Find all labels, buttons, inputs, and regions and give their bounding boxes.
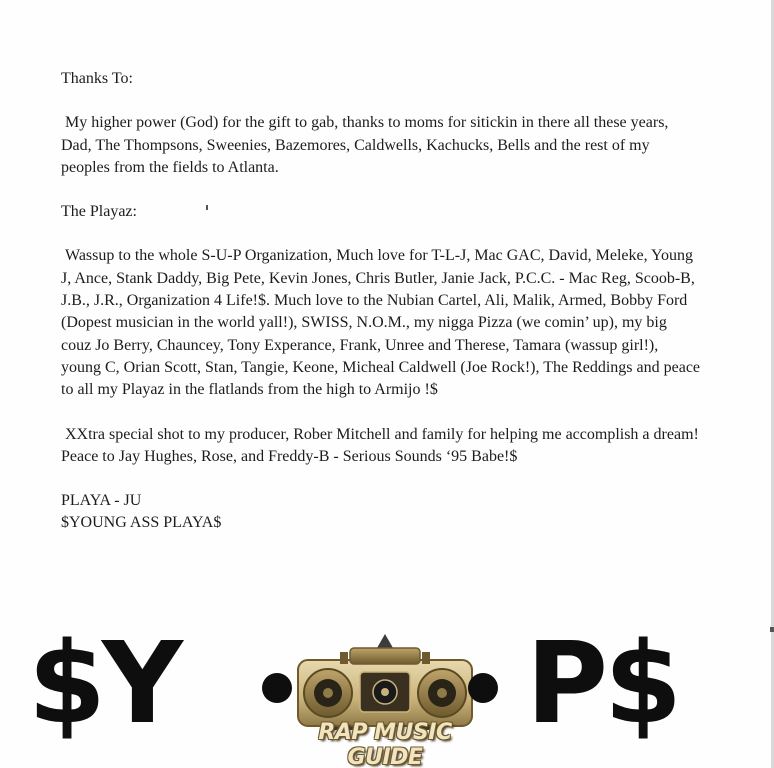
rap-music-guide-watermark: RAP MUSIC GUIDE xyxy=(318,720,452,768)
logo-dot-left xyxy=(262,673,292,703)
playaz-paragraph: Wassup to the whole S-U-P Organization, Much love for T-L-J, Mac GAC, David, Meleke, Young J, Ance, Stank Daddy, Big Pete, Kevin Jones, Chris Butler, Janie Jack, P.C.C. - Mac Reg, Scoob-B, J.B., J.R., Organization 4 Life!$. Much love to the Nubian Cartel, Ali, Malik, Armed, Bobby Ford (Dopest musician in the world yall!), SWISS, N.O.M., my nigga Pizza (we comin’ up), my big couz Jo Berry, Chauncey, Tony Experance, Frank, Unree and Therese, Tamara (wassup girl!), young C, Orian Scott, Stan, Tangie, Keone, Micheal Caldwell (Joe Rock!), The Reddings and peace to all my Playaz in the flatlands from the high to Armijo !$ xyxy=(61,247,701,399)
group-logo xyxy=(0,619,774,768)
logo-dot-right xyxy=(468,673,498,703)
producer-paragraph: XXtra special shot to my producer, Rober Mitchell and family for helping me accomplish a dream! Peace to Jay Hughes, Rose, and Freddy-B - Serious Sounds ‘95 Babe!$ xyxy=(61,425,699,465)
thanks-paragraph: My higher power (God) for the gift to gab, thanks to moms for sitickin in there all these years, Dad, The Thompsons, Sweenies, Bazemores, Caldwells, Kachucks, Bells and the rest of my peoples from the fields to Atlanta. xyxy=(61,114,669,176)
fold-mark xyxy=(770,627,774,632)
liner-notes-text xyxy=(61,68,701,535)
logo-left-letters: $Y xyxy=(28,619,180,749)
stray-ink-mark xyxy=(206,205,208,210)
logo-right-letters: P$ xyxy=(526,619,679,749)
heading-playaz: The Playaz: xyxy=(61,203,137,221)
signature-tagline: $YOUNG ASS PLAYA$ xyxy=(61,514,222,532)
signature-name: PLAYA - JU xyxy=(61,492,142,510)
heading-thanks: Thanks To: xyxy=(61,70,133,87)
